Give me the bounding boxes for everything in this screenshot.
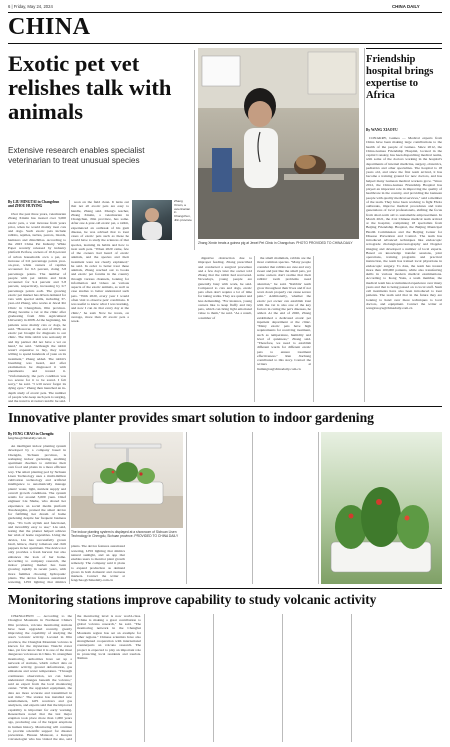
story3-byline-1: By FENG CHAO in Chengdu (8, 432, 54, 436)
story4-body-col6 (353, 614, 442, 742)
story1-subhead: Extensive research enables specialist veterinarian to treat unusual species (8, 146, 145, 165)
story2-body: CONAKRY, Guinea — Medical experts from China have been making large contributions to the health of the people of Guinea. Since 2012, the China-Guinea Friendship Hospital, located in the capital Conakry, has been dispatching medical teams, with some of the doctors working in the hospital's departments of internal medicine, surgery, obstetrics, pediatrics and other specialties. The hospital is 18 years old, and since the first team arrived, it has become a training ground for new doctors, and has helped many Guinean medical workers grow. "Since 2012, the China-Guinea Friendship Hospital has played an important role in improving the quality of healthcare in the country, and providing the Guinean people with quality medical services," said a member of the team. They have been working to fight Ebola outbreaks, improve medical procedures and train generations of local professionals, shifting the focus from short-term aid to sustainable empowerment. In March 2021, the 21st Chinese medical team arrived at the hospital, comprising 18 specialists from Beijing Friendship Hospital, the Beijing Municipal Health Commission and the Beijing Center for Disease Prevention and Control. The team has introduced advanced techniques like endoscopic retrograde cholangiopancreatography and Doppler imaging and developed a number of local experts. Based on knowledge transfer sessions, joint operations, training programs and practical instruction, the team has trained local physicians in endoscopic surgery. To date, the team has treated more than 100,000 patients, while also transferring skills in various modern medical examinations. According to Kong Yaxu, a team member, the medical team has accumulated experience over many years and that is being passed on to local staff. Stem cell treatments have also been introduced to treat patients. The team said that in the future they are looking to hand over more techniques to local doctors, and equipment. Contact the writer at wangxiaoyu@chinadaily.com.cn (366, 136, 442, 310)
story3-body: An intelligent indoor planting system developed by a company based in Chengdu, Sichuan province, is reshaping indoor gardening, enabling apartment dwellers to cultivate their own food and plants in a more efficient way. The smart planting pod by Sichuan Lisen Technology uses a multi-million cultivation technology and artificial intelligence to automatically manage plants' water, light, nutrient supply and overall growth conditions. The system retails for around 3,000 yuan. Chief engineer Liu Shuhe, who shared her experience on social media platform Xiaohongshu, praised the smart device for fulfilling her dream of home gardening despite her frequent business trips. "It's both stylish and functional, and incredibly easy to use," Liu said, noting that the planter helped achieve her wish of home vegetables. Using the device, Liu has successfully grown basil, lettuce, cherry tomatoes and chili peppers in her apartment. The device not only provides a fresh harvest but also enhances the look of her home. According to company research, the indoor planting market has been growing rapidly in recent years, with more families choosing hydroponic plants. The device features automated watering, LED lighting that mimics (8, 444, 66, 584)
planter-photo-caption: The indoor planting system is displayed at a showroom of Sichuan Lisen Technology in Chengdu, Sichuan province. PROVIDED TO CHINA DAILY (71, 530, 179, 538)
story4-body-col5 (284, 614, 348, 742)
story1-byline-1: By LIU MINGTAI in Changchun (8, 200, 60, 204)
story1-byline-2: and ZHOU HUIYING (8, 204, 43, 209)
planter-illustration (71, 432, 183, 528)
planter-closeup-photo (321, 432, 442, 584)
divider-2 (8, 588, 442, 589)
story1-body-c: digestive obstruction due to improper feeding. Zhang prescribed and conducted a surgical procedure and a few days later the owner told Zhang that the rabbit had recovered. Nowadays, young people are generally busy with work, he said. Compared to cats and dogs, exotic pets often don't require a lot of time for taking walks. They are quieter and less demanding. "For instance, young owners like to keep fluffy and tiny pets, which can bring light emotional value to them," he said. "As a result, a number of (198, 256, 252, 320)
story4-body: CHANGCHUN — According to the Changbai Mountain in Northeast China's Jilin province, volcano monitoring stations have been upgraded recently, greatly improving the capability of studying the area's volcanic activity. Located in Jilin province, the Changbai Mountain volcano is known for the mysterious Tianchi crater lake, yet few know that it is one of the most dangerous volcanoes in China. To strengthen monitoring, authorities have set up a network of stations, which collect data on seismic activity, ground deformation, gas emissions and water temperature. "Through continuous observation, we can better understand changes beneath the volcano," said an expert from the local monitoring center. "With the upgraded equipment, the data are more accurate and transmitted in real time." The station has installed new seismometers, GPS receivers and gas analyzers, and experts said that the improved capability is important for early warning. Researchers noted that the last major eruption took place more than 1,000 years ago, producing one of the largest eruptions in human history. Monitoring will continue to provide scientific support for disaster prevention. Hassan Mansour, a Kenyan volcanologist who has visited the site, said (8, 614, 72, 742)
vet-photo-illustration (198, 48, 359, 239)
story3-headline: Innovative planter provides smart solution to indoor gardening (8, 410, 374, 425)
story2-body-col (366, 136, 442, 402)
story3-body-col5 (255, 432, 315, 584)
divider-1 (8, 406, 442, 407)
paper-name: CHINA DAILY (392, 4, 420, 9)
story4-body-col4 (215, 614, 279, 742)
story3-body-2: plants. The device features automated watering, LED lighting that mimics natural sunlight, and an app that enables users to monitor plant growth remotely. The company said it plans to expand production as demand grows in both domestic and overseas markets. Contact the writer at fengchao@chinadaily.com.cn (71, 544, 125, 583)
story4-body-2: the monitoring level is now world-class. "China is making a great contribution to global volcano research," he said. "The monitoring network in the Changbai Mountain region has set an example for other regions." Chinese scientists have also strengthened cooperation with international counterparts on volcano research. The project is expected to play an important role in protecting local residents and tourists. Xinhua (77, 614, 141, 660)
story1-body-b: soon on the field clean. It turns out that not all exotic pets are easy to handle, Zhang said. Zhang's teacher, Zhang Xinxin, a veterinarian in Changchun, Jilin province, has some. After one 4-year-old exotic pet, a rabbit, experienced an outbreak of his gum disease, he was advised that to treat cases of exotic pets such as these he would have to study the sciences of that species, learning its habits and how to treat such pets. "When 2020 came, few of the owners had heard of exotic animals, and the species and their treatment were not clearly explained," he said. In order to better treat these animals, Zhang reached out to books and exotic pet forums in the country through various channels, looking for information and videos on various aspects of the exotic animals, as well as case studies to better understand such pets. "With 2020, every year I would often visit to observe pets' conditions. It was useful to know what I was learning, and now I can do that every day at the clinic," he said. Now he treats, on average, more than 20 exotic pets a week. (71, 200, 129, 323)
story1-body: Over the past three years, veterinarian Zhang Xinxin has treated over 3,000 exotic pets, a vast increase from years prior, when he would mainly treat cats and dogs. Such exotic pets include rabbits, reptiles, turtles, parrots, lizards, hamsters and chinchillas. According to the 2023 China Pet Industry White Paper recently released by industry platform Petfore, owners of 10.6 percent of urban households own a pet, an increase of 0.6 percentage points year-on-year, while owners of reptiles accounted for 9.3 percent, rising 3.8 percentage points. The number of people with pet rabbits and birds accounted for 9.4 percent and 5.8 percent, respectively, increasing by 0.7 percentage points each. The growing exotic pet market has driven demand for vets with special skills, including 37-year-old Zhang, who works at Jewel Pet Clinic in Changchun, Jilin province. Zhang became a vet at the clinic after graduating from Jilin Agricultural University in 2008. At the beginning, his patients were mainly cats or dogs, he said. "However, at the end of 2020, an exotic pet brought for diagnosis to our clinic. The little rabbit was seriously ill and my partner did not have a vet on hand," he said. "Although the rabbit wasn't expensive to buy, they were willing to spend hundreds of yuan on its treatment," Zhang added. The rabbit's breathing was heard, and after examination he diagnosed it with pneumonia and treated it. "Unfortunately, the pet's condition was too severe for it to be saved. I felt sorry," he said. "I will never forget its dying eyes." Zhang then launched an in-depth study of exotic pets. The number of people who keep such pets is surging, and the trend is growing rapidly, he said. (8, 212, 66, 402)
masthead-rule (8, 12, 442, 13)
story4-body-col3 (146, 614, 210, 742)
vet-photo-caption: Zhang Xinxin treats a guinea pig at Jewel Pet Clinic in Changchun. PHOTO PROVIDED TO CHINA DAILY (198, 241, 353, 245)
story1-body-col1 (8, 212, 66, 402)
story1-byline (8, 200, 66, 209)
page-folio: 6 | Friday, May 24, 2024 (8, 4, 53, 9)
story1-body-col5 (316, 256, 363, 402)
vet-portrait-photo (132, 200, 172, 240)
story1-headline: Exotic pet vet relishes talk with animals (8, 51, 172, 124)
story3-body-col1 (8, 444, 66, 584)
vet-portrait-caption: Zhang Xinxin, a veterinarian in Changchun, Jilin province (174, 199, 192, 222)
story3-byline (8, 432, 66, 441)
story3-body-col2 (71, 544, 125, 584)
plants-illustration (321, 432, 442, 584)
section-title: CHINA (8, 14, 91, 40)
story4-body-col1 (8, 614, 72, 742)
story1-body-col4 (257, 256, 311, 402)
story3-body-col3 (129, 544, 183, 584)
story2-byline: By WANG XIAOYU (366, 128, 398, 132)
story3-byline-2: fengchao@chinadaily.com.cn (8, 436, 46, 441)
story1-body-col2 (71, 200, 129, 402)
story4-headline: Monitoring stations improve capability to study volcanic activity (8, 592, 377, 607)
story4-body-col2 (77, 614, 141, 742)
vet-guinea-pig-photo (198, 48, 359, 239)
story3-body-col4 (189, 432, 249, 584)
section-rule (8, 43, 442, 44)
story2-headline: Friendship hospital brings expertise to Africa (366, 54, 434, 101)
story1-body-col3 (198, 256, 252, 402)
story1-body-d: the small mammals, rabbits are the most common species. "Many people consider that rabbits are cute and very sweet and just like the small pets, yet some owners don't realize that their rabbits' tooth problems need attention," he said. "Rabbits' teeth grow throughout their lives and if not worn down properly can cause severe pain." Additionally, whether the exotic pet owner can establish trust with the vet is also one of the key factors in curing the pet's diseases, he added. At the end of 2020, Zhang established a dedicated exotic pet inpatient department at the clinic. "Many exotic pets have high requirements for receiving treatment, such as temperature, humidity and level of quietness," Zhang said. "Therefore, we need to establish different wards for different exotic pets to ensure treatment effectiveness." Ren Jiachang contributed to this story. Contact the writers at liumingtai@chinadaily.com.cn (257, 256, 311, 371)
portrait-silhouette-icon (132, 200, 172, 240)
planter-photo (71, 432, 183, 528)
